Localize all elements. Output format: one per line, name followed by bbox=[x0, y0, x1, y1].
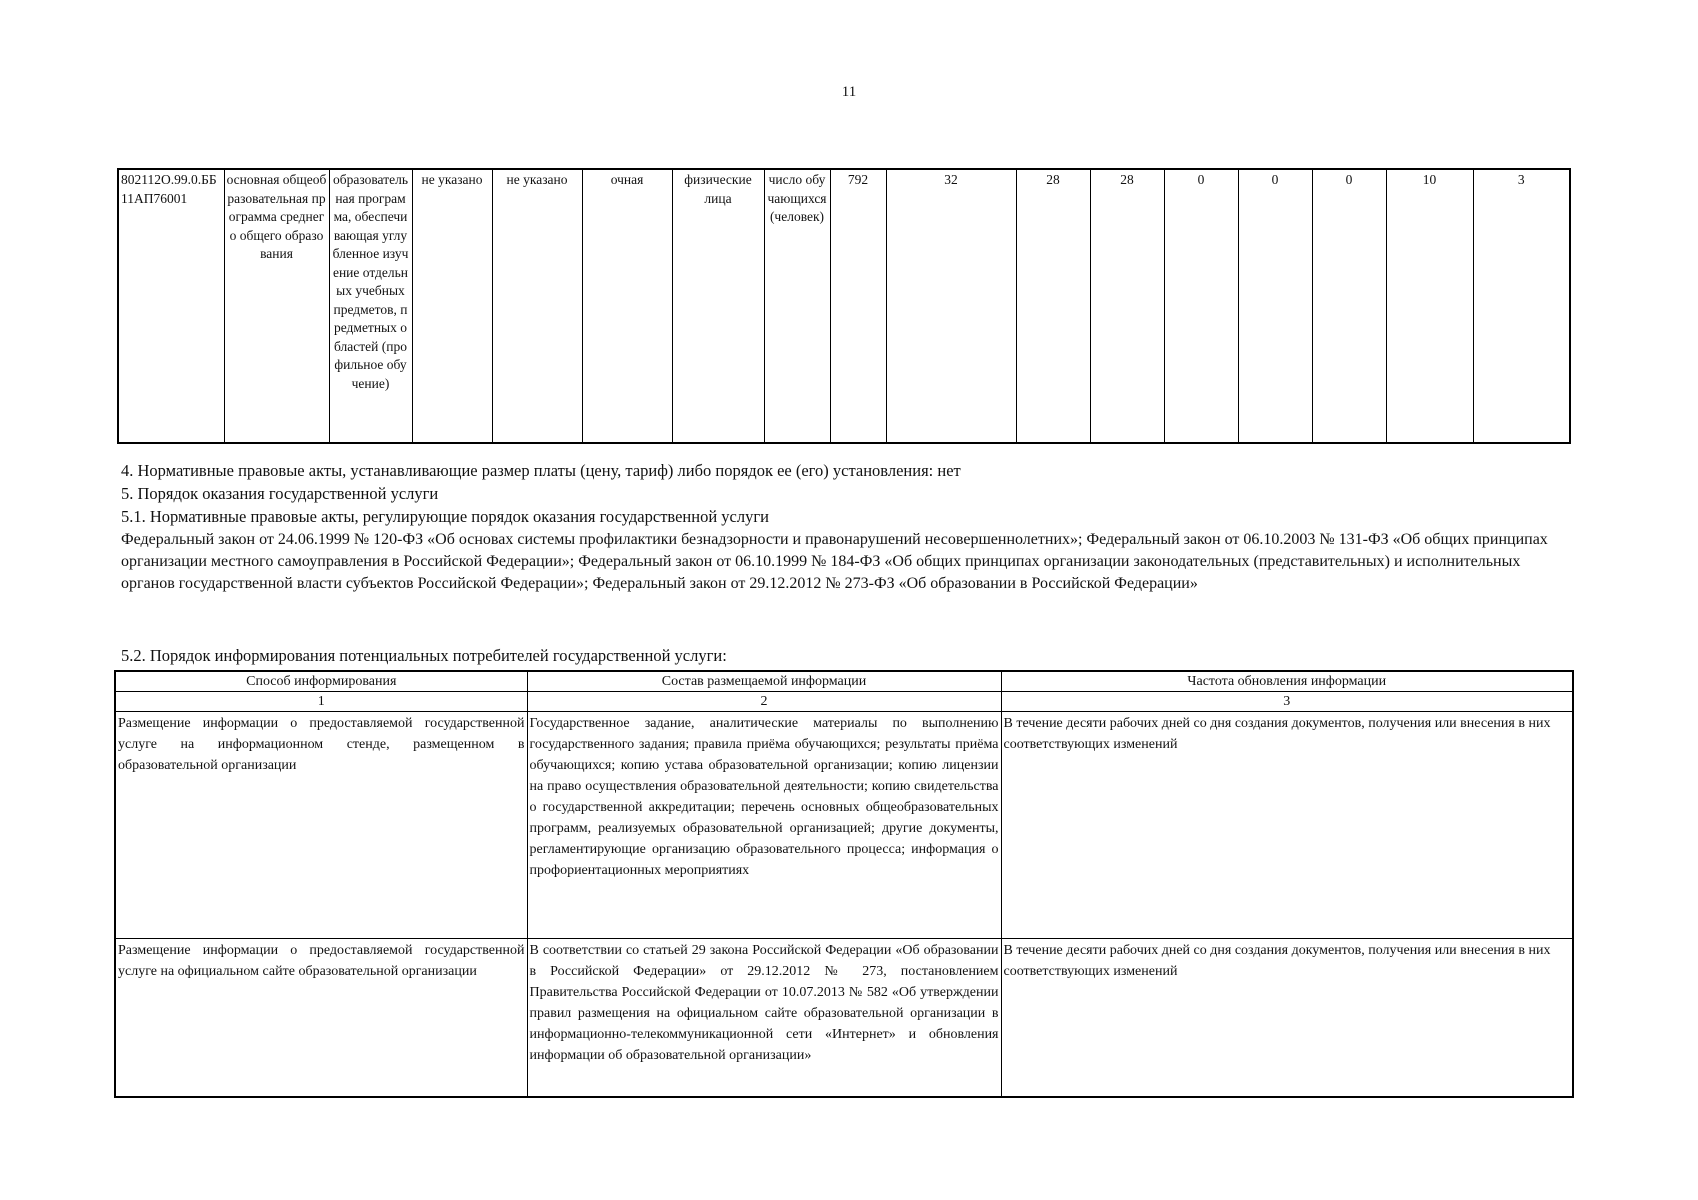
method-cell: Размещение информации о предоставляемой государственной услуге на официальном сайте образовательной организации bbox=[115, 939, 527, 1097]
header-frequency: Частота обновления информации bbox=[1001, 671, 1573, 692]
info-table bbox=[114, 670, 1574, 1098]
condition-cell-2: не указано bbox=[492, 169, 582, 443]
condition-cell-1: не указано bbox=[412, 169, 492, 443]
indicator-row bbox=[118, 169, 1570, 443]
content-cell: Государственное задание, аналитические материалы по выполнению государственного задания; правила приёма обучающихся; результаты приёма обучающихся; копию устава образовательной организации; копию лицензии на право осуществления образовательной деятельности; копию свидетельства о государственной аккредитации; перечень основных общеобразовательных программ, реализуемых образовательной организацией; другие документы, регламентирующие организацию образовательного процесса; информация о профориентационных мероприятиях bbox=[527, 712, 1001, 939]
content-cell: В соответствии со статьей 29 закона Российской Федерации «Об образовании в Российской Федерации» от 29.12.2012 № 273, постановлением Правительства Российской Федерации от 10.07.2013 № 582 «Об утверждении правил размещения на официальном сайте образовательной организации в информационно-телекоммуникационной сети «Интернет» и обновления информации об образовательной организации» bbox=[527, 939, 1001, 1097]
frequency-cell: В течение десяти рабочих дней со дня создания документов, получения или внесения в них соответствующих изменений bbox=[1001, 712, 1573, 939]
value-cell-3: 28 bbox=[1090, 169, 1164, 443]
section-5-2: 5.2. Порядок информирования потенциальных потребителей государственной услуги: bbox=[121, 646, 727, 665]
deviation-cell-2: 3 bbox=[1473, 169, 1570, 443]
info-row bbox=[115, 712, 1573, 939]
value-cell-1: 32 bbox=[886, 169, 1016, 443]
service-content-cell: основная общеобразовательная программа среднего общего образования bbox=[224, 169, 329, 443]
column-number-1: 1 bbox=[115, 692, 527, 712]
indicator-table bbox=[117, 168, 1571, 444]
okei-code-cell: 792 bbox=[830, 169, 886, 443]
value-cell-5: 0 bbox=[1238, 169, 1312, 443]
section-5-1: 5.1. Нормативные правовые акты, регулирующие порядок оказания государственной услуги bbox=[121, 507, 769, 526]
value-cell-6: 0 bbox=[1312, 169, 1386, 443]
consumer-category-cell: физические лица bbox=[672, 169, 764, 443]
indicator-name-cell: число обучающихся (человек) bbox=[764, 169, 830, 443]
info-header-row bbox=[115, 671, 1573, 692]
column-number-3: 3 bbox=[1001, 692, 1573, 712]
info-number-row bbox=[115, 692, 1573, 712]
form-of-study-cell: очная bbox=[582, 169, 672, 443]
info-row bbox=[115, 939, 1573, 1097]
registry-number-cell: 802112О.99.0.ББ11АП76001 bbox=[118, 169, 224, 443]
header-content: Состав размещаемой информации bbox=[527, 671, 1001, 692]
value-cell-2: 28 bbox=[1016, 169, 1090, 443]
column-number-2: 2 bbox=[527, 692, 1001, 712]
value-cell-4: 0 bbox=[1164, 169, 1238, 443]
method-cell: Размещение информации о предоставляемой государственной услуге на информационном стенде, размещенном в образовательной организации bbox=[115, 712, 527, 939]
frequency-cell: В течение десяти рабочих дней со дня создания документов, получения или внесения в них соответствующих изменений bbox=[1001, 939, 1573, 1097]
header-method: Способ информирования bbox=[115, 671, 527, 692]
deviation-cell-1: 10 bbox=[1386, 169, 1473, 443]
page-number: 11 bbox=[841, 84, 857, 100]
section-4: 4. Нормативные правовые акты, устанавливающие размер платы (цену, тариф) либо порядок ее (его) установления: нет bbox=[121, 461, 961, 480]
section-5-1-text: Федеральный закон от 24.06.1999 № 120-ФЗ «Об основах системы профилактики безнадзорности и правонарушений несовершеннолетних»; Федеральный закон от 06.10.2003 № 131-ФЗ «Об общих принципах организации местного самоуправления в Российской Федерации»; Федеральный закон от 06.10.1999 № 184-ФЗ «Об общих принципах организации законодательных (представительных) и исполнительных органов государственной власти субъектов Российской Федерации»; Федеральный закон от 29.12.2012 № 273-ФЗ «Об образовании в Российской Федерации» bbox=[121, 531, 1548, 592]
section-5: 5. Порядок оказания государственной услуги bbox=[121, 484, 439, 503]
program-type-cell: образовательная программа, обеспечивающая углубленное изучение отдельных учебных предметов, предметных областей (профильное обучение) bbox=[329, 169, 412, 443]
